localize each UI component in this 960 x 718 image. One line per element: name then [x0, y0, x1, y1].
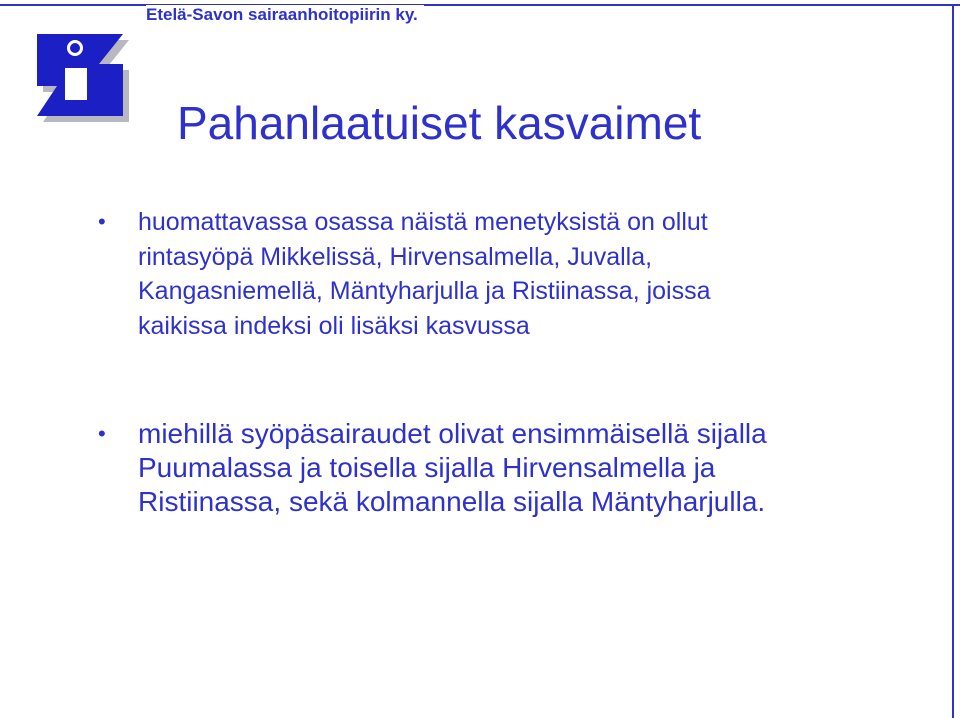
bullet-2-line-2: Puumalassa ja toisella sijalla Hirvensalmella ja [138, 452, 716, 483]
bullet-dot-icon: • [98, 209, 106, 234]
bullet-2-line-3: Ristiinassa, sekä kolmannella sijalla Mäntyharjulla. [138, 486, 766, 517]
bullet-1-line-3: Kangasniemellä, Mäntyharjulla ja Ristiinassa, joissa [138, 277, 711, 305]
bullet-1-line-1: huomattavassa osassa näistä menetyksistä on ollut [138, 208, 708, 236]
bullet-1-line-4: kaikissa indeksi oli lisäksi kasvussa [138, 311, 530, 340]
bullet-item-2 [98, 417, 938, 519]
bullet-2-line-1: miehillä syöpäsairaudet olivat ensimmäisellä sijalla [138, 418, 767, 449]
header-rule [0, 4, 960, 6]
right-frame-rule [952, 4, 954, 718]
bullet-item-1 [98, 205, 938, 343]
organization-logo-icon [25, 30, 137, 126]
bullet-1-line-2: rintasyöpä Mikkelissä, Hirvensalmella, Juvalla, [138, 242, 653, 271]
organization-name: Etelä-Savon sairaanhoitopiirin ky. [146, 5, 424, 25]
bullet-dot-icon: • [98, 421, 106, 446]
slide-title: Pahanlaatuiset kasvaimet [177, 97, 702, 149]
